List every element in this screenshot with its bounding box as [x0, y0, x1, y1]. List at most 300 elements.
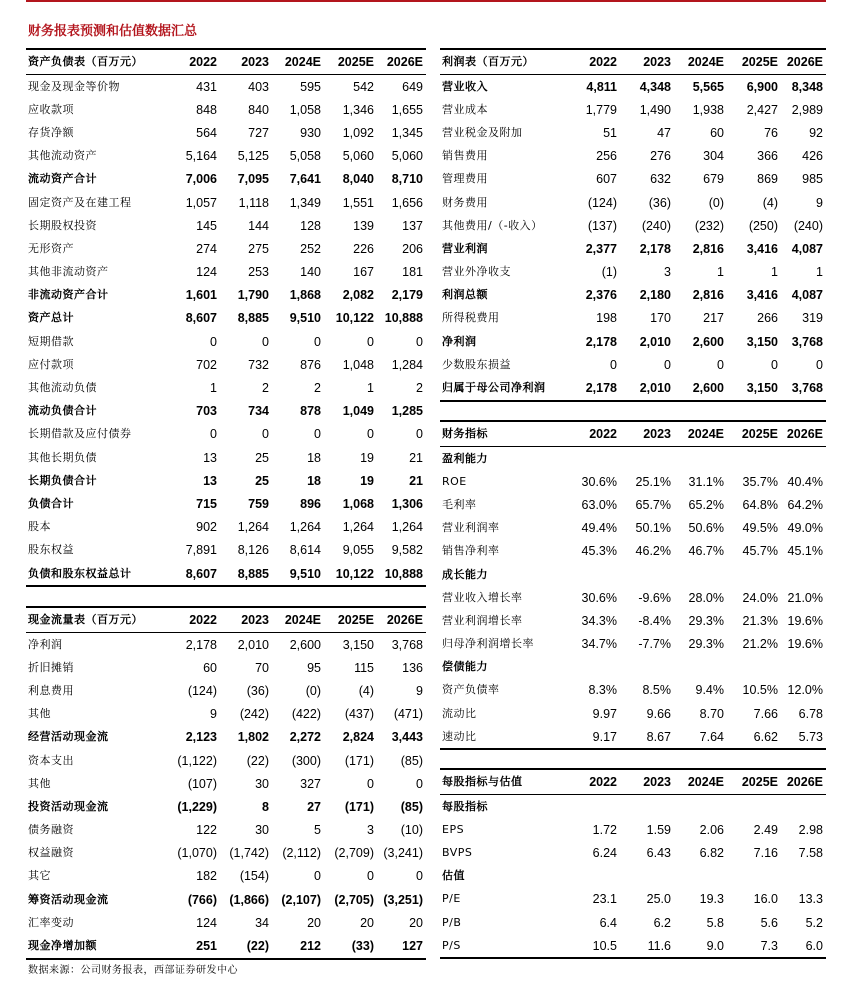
row-label: 长期负债合计	[28, 473, 97, 487]
value-cell: 2.06	[699, 822, 724, 837]
row-label: 毛利率	[442, 497, 477, 511]
value-cell: 30	[255, 823, 269, 838]
value-cell: 0	[416, 334, 423, 349]
year-column-header: 2023	[620, 769, 674, 795]
value-cell: 21.3%	[742, 613, 778, 628]
value-cell: 206	[402, 241, 423, 256]
value-cell: (0)	[708, 195, 724, 210]
row-label: 长期借款及应付债券	[28, 427, 132, 441]
value-cell	[727, 865, 781, 888]
value-cell: 403	[248, 79, 269, 94]
value-cell: 1,868	[289, 288, 321, 303]
row-label: 归母净利润增长率	[442, 637, 534, 651]
value-cell: 29.3%	[688, 613, 724, 628]
year-column-header: 2024E	[674, 769, 727, 795]
value-cell: 6.82	[699, 845, 724, 860]
row-label: 资本支出	[28, 753, 74, 767]
value-cell: 34	[255, 915, 269, 930]
value-cell: 5,058	[289, 149, 321, 164]
value-cell: 252	[300, 241, 321, 256]
value-cell: 8.5%	[642, 683, 671, 698]
value-cell: 10,122	[324, 562, 377, 586]
table-row	[440, 98, 826, 121]
table-row	[26, 911, 426, 934]
value-cell: 40.4%	[787, 474, 823, 489]
value-cell: 29.3%	[688, 637, 724, 652]
value-cell: 35.7%	[742, 474, 778, 489]
year-column-header: 2023	[220, 607, 272, 633]
value-cell: 732	[248, 357, 269, 372]
value-cell: 2,376	[585, 288, 617, 303]
value-cell: 182	[196, 869, 217, 884]
value-cell	[620, 563, 674, 586]
row-label: 营业利润增长率	[442, 613, 523, 627]
value-cell: 2,178	[639, 241, 671, 256]
value-cell: 7.64	[674, 725, 727, 749]
value-cell: 1	[816, 265, 823, 280]
row-label: 固定资产及在建工程	[28, 195, 132, 209]
value-cell: 1	[717, 265, 724, 280]
value-cell: 47	[657, 125, 671, 140]
value-cell: 2,600	[674, 376, 727, 400]
value-cell: 9.0	[674, 934, 727, 958]
table-row	[26, 191, 426, 214]
value-cell: 20	[307, 915, 321, 930]
value-cell: 28.0%	[688, 590, 724, 605]
value-cell: 2,179	[391, 288, 423, 303]
year-column-header: 2025E	[727, 49, 781, 75]
year-column-header: 2024E	[674, 421, 727, 447]
value-cell: 2,010	[237, 637, 269, 652]
value-cell: 7.66	[753, 706, 778, 721]
value-cell: 703	[196, 404, 217, 419]
table-row	[26, 400, 426, 423]
value-cell	[620, 656, 674, 679]
value-cell: 34.3%	[581, 613, 617, 628]
value-cell: 1,346	[342, 102, 374, 117]
value-cell: 10,888	[377, 562, 426, 586]
value-cell: (1,070)	[177, 846, 217, 861]
value-cell: (10)	[400, 823, 423, 838]
value-cell: 21	[409, 473, 423, 488]
top-rule	[26, 0, 826, 2]
table-row	[26, 865, 426, 888]
year-column-header: 2024E	[674, 49, 727, 75]
balance-sheet-header-row	[26, 49, 426, 75]
value-cell: 251	[171, 934, 220, 958]
value-cell: 0	[771, 357, 778, 372]
value-cell: 2	[416, 381, 423, 396]
value-cell: 217	[703, 311, 724, 326]
value-cell: 19.6%	[787, 637, 823, 652]
row-label: 应付款项	[28, 357, 74, 371]
value-cell: 10.5%	[742, 683, 778, 698]
value-cell: 431	[196, 79, 217, 94]
value-cell: 3,443	[391, 730, 423, 745]
value-cell: 2,427	[746, 102, 778, 117]
value-cell: (171)	[344, 799, 374, 814]
balance-sheet-panel	[26, 48, 426, 587]
row-label: 债务融资	[28, 823, 74, 837]
table-row	[440, 121, 826, 144]
table-row	[440, 493, 826, 516]
row-label: 销售净利率	[442, 544, 500, 558]
value-cell: 19.6%	[787, 613, 823, 628]
value-cell: 2,272	[289, 730, 321, 745]
value-cell	[727, 447, 781, 471]
table-title: 每股指标与估值	[440, 769, 570, 795]
value-cell: 0	[717, 357, 724, 372]
value-cell: 0	[416, 869, 423, 884]
value-cell: 869	[757, 172, 778, 187]
year-column-header: 2023	[220, 49, 272, 75]
value-cell: (2,709)	[334, 846, 374, 861]
value-cell: (3,251)	[383, 892, 423, 907]
table-row	[440, 563, 826, 586]
value-cell: (33)	[324, 934, 377, 958]
value-cell: 8,885	[220, 562, 272, 586]
table-row	[26, 330, 426, 353]
value-cell: 115	[354, 660, 374, 675]
value-cell: 76	[764, 125, 778, 140]
value-cell: 10.5	[570, 934, 620, 958]
value-cell: 632	[650, 172, 671, 187]
row-label: 权益融资	[28, 846, 74, 860]
value-cell	[781, 795, 826, 819]
row-label: 非流动资产合计	[28, 288, 109, 302]
value-cell: 0	[210, 427, 217, 442]
value-cell: 8,126	[237, 543, 269, 558]
row-label: 存货净额	[28, 125, 74, 139]
table-row	[440, 679, 826, 702]
value-cell: 124	[196, 265, 217, 280]
value-cell: 2,180	[639, 288, 671, 303]
row-label: 每股指标	[442, 799, 488, 813]
year-column-header: 2026E	[377, 607, 426, 633]
value-cell: 198	[596, 311, 617, 326]
row-label: 现金净增加额	[26, 934, 171, 958]
value-cell	[727, 795, 781, 819]
table-row	[440, 865, 826, 888]
value-cell: 170	[650, 311, 671, 326]
table-row	[26, 749, 426, 772]
row-label: 其他长期负债	[28, 450, 97, 464]
value-cell: 595	[300, 79, 321, 94]
table-row	[26, 353, 426, 376]
row-label: 股本	[28, 520, 51, 534]
row-label: 归属于母公司净利润	[440, 376, 570, 400]
data-source-footer: 数据来源：公司财务报表，西部证券研发中心	[28, 965, 238, 976]
value-cell: (137)	[587, 218, 617, 233]
table-row	[440, 284, 826, 307]
value-cell: 34.7%	[581, 637, 617, 652]
value-cell: 46.7%	[688, 544, 724, 559]
value-cell: 1.59	[646, 822, 671, 837]
table-row	[26, 307, 426, 330]
row-label: 现金及现金等价物	[28, 79, 120, 93]
value-cell: 7,641	[289, 172, 321, 187]
value-cell: (22)	[220, 934, 272, 958]
value-cell: -9.6%	[638, 590, 671, 605]
value-cell: -7.7%	[638, 637, 671, 652]
value-cell	[781, 865, 826, 888]
value-cell: 5	[314, 823, 321, 838]
table-row	[26, 492, 426, 515]
table-row	[26, 539, 426, 562]
value-cell: 1,264	[342, 520, 374, 535]
value-cell: 702	[196, 357, 217, 372]
value-cell: 727	[248, 125, 269, 140]
value-cell: 7,891	[185, 543, 217, 558]
year-column-header: 2023	[620, 49, 674, 75]
value-cell: 564	[196, 125, 217, 140]
value-cell: 1,779	[585, 102, 617, 117]
table-row	[440, 725, 826, 749]
year-column-header: 2025E	[324, 607, 377, 633]
table-row	[26, 145, 426, 168]
value-cell: 0	[367, 427, 374, 442]
year-column-header: 2023	[620, 421, 674, 447]
table-row	[440, 702, 826, 725]
year-column-header: 2025E	[324, 49, 377, 75]
row-label: 经营活动现金流	[28, 730, 109, 744]
page-title: 财务报表预测和估值数据汇总	[28, 24, 198, 39]
value-cell: (4)	[358, 683, 374, 698]
year-column-header: 2025E	[727, 421, 781, 447]
value-cell: 13.3	[798, 892, 823, 907]
table-row	[440, 540, 826, 563]
year-column-header: 2024E	[272, 607, 324, 633]
table-row	[440, 841, 826, 864]
value-cell: 5,125	[237, 149, 269, 164]
value-cell	[674, 656, 727, 679]
value-cell: 63.0%	[581, 497, 617, 512]
value-cell: 3	[367, 823, 374, 838]
value-cell: -8.4%	[638, 613, 671, 628]
row-label: 速动比	[440, 725, 570, 749]
table-row	[440, 191, 826, 214]
value-cell: 25	[255, 473, 269, 488]
value-cell: 275	[248, 241, 269, 256]
value-cell: 51	[603, 125, 617, 140]
value-cell: (3,241)	[383, 846, 423, 861]
value-cell: 1,057	[185, 195, 217, 210]
value-cell: (242)	[239, 707, 269, 722]
value-cell: 0	[367, 869, 374, 884]
table-row	[440, 517, 826, 540]
value-cell: 12.0%	[787, 683, 823, 698]
table-row	[440, 795, 826, 819]
value-cell: 985	[802, 172, 823, 187]
value-cell: 2,377	[585, 241, 617, 256]
table-row	[440, 586, 826, 609]
value-cell: 0	[416, 427, 423, 442]
value-cell: 181	[402, 265, 423, 280]
value-cell: (124)	[587, 195, 617, 210]
value-cell	[570, 795, 620, 819]
cash-flow-header-row	[26, 607, 426, 633]
table-row	[440, 911, 826, 934]
value-cell: 1,264	[289, 520, 321, 535]
row-label: 盈利能力	[442, 451, 488, 465]
value-cell: 6.78	[798, 706, 823, 721]
value-cell: 0	[262, 427, 269, 442]
value-cell: 60	[710, 125, 724, 140]
value-cell: 31.1%	[688, 474, 724, 489]
row-label: 偿债能力	[442, 660, 488, 674]
value-cell	[727, 656, 781, 679]
value-cell: (22)	[246, 753, 269, 768]
row-label: 无形资产	[28, 241, 74, 255]
table-row	[26, 446, 426, 469]
row-label: 流动比	[442, 706, 477, 720]
value-cell: 253	[248, 265, 269, 280]
value-cell: 7,006	[185, 172, 217, 187]
value-cell: (85)	[400, 753, 423, 768]
row-label: 流动负债合计	[28, 404, 97, 418]
income-statement-panel	[440, 48, 826, 402]
value-cell: (4)	[762, 195, 778, 210]
value-cell: 19.3	[699, 892, 724, 907]
value-cell: 1,601	[185, 288, 217, 303]
value-cell: 3,150	[746, 334, 778, 349]
value-cell: 759	[248, 496, 269, 511]
value-cell: 2,178	[185, 637, 217, 652]
value-cell: 8	[262, 799, 269, 814]
value-cell: 46.2%	[635, 544, 671, 559]
value-cell: 6.2	[653, 915, 671, 930]
value-cell: 2,123	[185, 730, 217, 745]
table-row	[26, 726, 426, 749]
table-row	[440, 214, 826, 237]
table-row	[440, 656, 826, 679]
value-cell: 64.2%	[787, 497, 823, 512]
row-label: 其他流动负债	[28, 381, 97, 395]
value-cell: 3,416	[746, 288, 778, 303]
value-cell: (766)	[187, 892, 217, 907]
value-cell: 21.2%	[742, 637, 778, 652]
value-cell: 366	[757, 149, 778, 164]
table-row	[26, 237, 426, 260]
value-cell: 2,816	[692, 288, 724, 303]
value-cell: 5.2	[805, 915, 823, 930]
value-cell: 0	[314, 427, 321, 442]
value-cell: 426	[802, 149, 823, 164]
row-label: 资产负债率	[442, 683, 500, 697]
income-statement-table	[440, 48, 826, 402]
value-cell	[570, 865, 620, 888]
row-label: ROE	[442, 474, 467, 488]
value-cell: 3,416	[746, 241, 778, 256]
value-cell	[570, 656, 620, 679]
income-statement-header-row	[440, 49, 826, 75]
value-cell: 9.66	[646, 706, 671, 721]
value-cell: 9,510	[272, 562, 324, 586]
value-cell: 902	[196, 520, 217, 535]
value-cell: 136	[402, 660, 423, 675]
per-share-valuation-header-row	[440, 769, 826, 795]
value-cell: 0	[262, 334, 269, 349]
value-cell: 1,655	[391, 102, 423, 117]
value-cell: 6.43	[646, 845, 671, 860]
table-row	[440, 75, 826, 99]
value-cell: 1,092	[342, 125, 374, 140]
value-cell: 24.0%	[742, 590, 778, 605]
table-row	[440, 888, 826, 911]
row-label: 管理费用	[442, 172, 488, 186]
table-title: 现金流量表（百万元）	[26, 607, 171, 633]
value-cell	[781, 447, 826, 471]
table-row	[26, 888, 426, 911]
per-share-valuation-panel	[440, 768, 826, 959]
table-row	[440, 376, 826, 400]
value-cell: 2	[314, 381, 321, 396]
value-cell: 145	[196, 218, 217, 233]
value-cell: 7.3	[727, 934, 781, 958]
table-row	[440, 145, 826, 168]
row-label: 其他流动资产	[28, 149, 97, 163]
row-label: 其他	[28, 776, 51, 790]
table-row	[26, 656, 426, 679]
row-label: 负债和股东权益总计	[26, 562, 171, 586]
value-cell: 13	[203, 473, 217, 488]
table-row	[26, 819, 426, 842]
value-cell: 212	[272, 934, 324, 958]
value-cell: 0	[367, 776, 374, 791]
table-row	[26, 795, 426, 818]
table-row	[440, 237, 826, 260]
value-cell: 1,345	[391, 125, 423, 140]
value-cell: 9,510	[289, 311, 321, 326]
value-cell: 2,816	[692, 241, 724, 256]
value-cell: 840	[248, 102, 269, 117]
row-label: 净利润	[442, 334, 477, 348]
table-row	[26, 633, 426, 657]
row-label: 利润总额	[442, 288, 488, 302]
value-cell: 679	[703, 172, 724, 187]
value-cell: 8,885	[237, 311, 269, 326]
value-cell: 1,118	[238, 195, 269, 210]
value-cell: 50.6%	[688, 521, 724, 536]
value-cell	[570, 447, 620, 471]
value-cell: 6.4	[599, 915, 617, 930]
value-cell: 1,802	[237, 730, 269, 745]
value-cell: 607	[596, 172, 617, 187]
value-cell: 3,150	[727, 376, 781, 400]
value-cell: 45.1%	[787, 544, 823, 559]
table-row	[26, 516, 426, 539]
table-row	[440, 307, 826, 330]
value-cell: (154)	[239, 869, 269, 884]
row-label: 折旧摊销	[28, 660, 74, 674]
row-label: 股东权益	[28, 543, 74, 557]
value-cell: (471)	[393, 707, 423, 722]
value-cell: 30	[255, 776, 269, 791]
value-cell: 266	[757, 311, 778, 326]
value-cell: 122	[196, 823, 217, 838]
value-cell	[674, 795, 727, 819]
table-row	[440, 934, 826, 958]
value-cell: 5.73	[781, 725, 826, 749]
value-cell: 8,614	[289, 543, 321, 558]
value-cell: 2,010	[620, 376, 674, 400]
value-cell: 5,164	[185, 149, 217, 164]
value-cell: 25.0	[646, 892, 671, 907]
value-cell: 7.16	[753, 845, 778, 860]
value-cell: 49.0%	[787, 521, 823, 536]
year-column-header: 2022	[570, 49, 620, 75]
row-label: 营业收入	[442, 79, 488, 93]
